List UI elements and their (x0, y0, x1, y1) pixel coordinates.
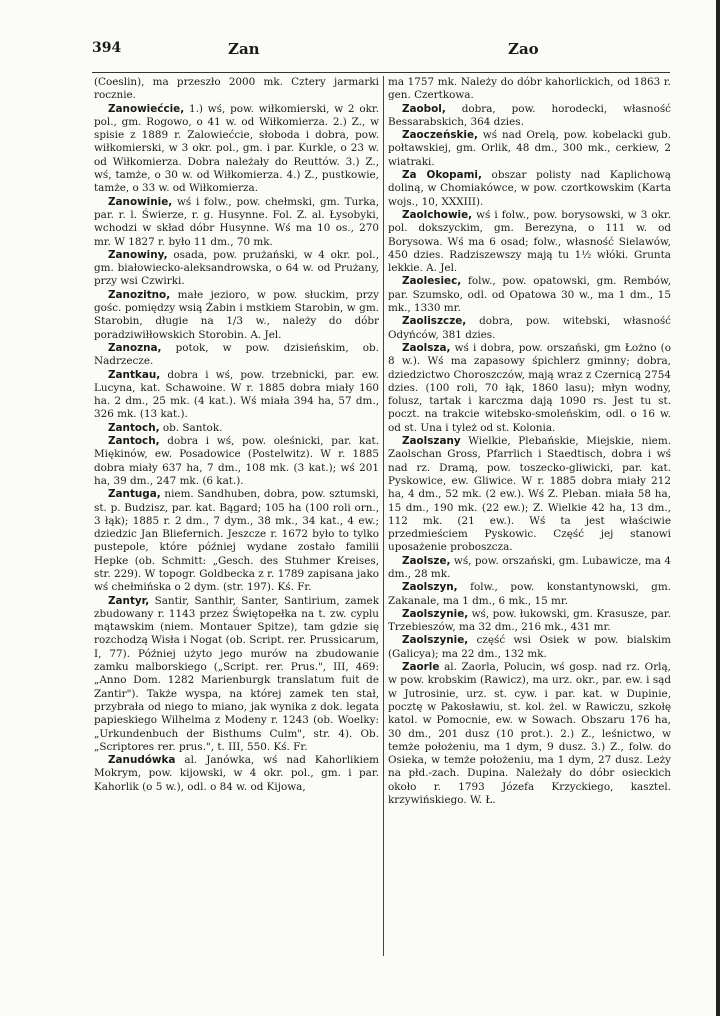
entry-headword: Zanowiećcie, (108, 102, 185, 115)
entry-headword: Zantoch, (108, 421, 160, 434)
entry-text: al. Zaorla, Polucin, wś gosp. nad rz. Orlą, w pow. krobskim (Rawicz), ma urz. okr., par. ew. i sąd w Jutrosinie, urz. st. cyw. i par. kat. w Dupinie, pocztę w Pakosławiu, st. kol. żel. w Rawiczu, szkołę katol. w Pomocnie, ew. w Sowach. Obszaru 176 ha, 30 dm., 201 dusz (10 prot.). 2.) Z., leśnictwo, w temże położeniu, ma 1 dym, 9 dusz. 3.) Z., folw. do Osieka, w temże położeniu, ma 1 dym, 27 dusz. Leży na płd.-zach. Dupina. Należały do dóbr osieckich około r. 1793 Józefa Krzyckiego, kasztel. krzywińskiego. W. Ł. (388, 661, 671, 807)
entry-text: ob. Santok. (159, 421, 223, 434)
dictionary-entry (388, 555, 671, 582)
entry-headword: Zantyr, (108, 594, 150, 607)
entry-headword: Zaolszany (402, 435, 461, 448)
entry-text: wś nad Orelą, pow. kobelacki gub. połtawskiej, gm. Orlik, 48 dm., 300 mk., cerkiew, 2 wiatraki. (388, 129, 671, 168)
dictionary-entry (94, 595, 379, 755)
dictionary-entry (388, 129, 671, 169)
entry-headword: Zantoch, (108, 435, 160, 448)
dictionary-entry (94, 369, 379, 422)
column-divider (383, 76, 384, 956)
entry-text: ma 1757 mk. Należy do dóbr kahorlickich, od 1863 r. gen. Czertkowa. (388, 76, 671, 102)
entry-text: dobra i wś, pow. trzebnicki, par. ew. Lucyna, kat. Schawoine. W r. 1885 dobra miały 160 ha. 2 dm., 25 mk. (4 kat.). Wś miała 394 ha, 57 dm., 326 mk. (13 kat.). (94, 368, 379, 421)
entry-headword: Zaobol, (402, 102, 446, 115)
dictionary-entry (94, 289, 379, 342)
dictionary-entry (388, 435, 671, 555)
entry-text: dobra i wś, pow. oleśnicki, par. kat. Miękinów, ew. Posadowice (Postelwitz). W r. 1885 dobra miały 637 ha, 7 dm., 108 mk. (3 kat.); wś 201 ha, 39 dm., 247 mk. (6 kat.). (94, 435, 379, 487)
right-column (388, 76, 671, 966)
dictionary-entry (94, 488, 379, 594)
entry-text: (Coeslin), ma przeszło 2000 mk. Cztery jarmarki rocznie. (94, 76, 379, 102)
entry-text: osada, pow. prużański, w 4 okr. pol., gm. białowiecko-aleksandrowska, o 64 w. od Prużany, przy wsi Czwirki. (94, 248, 379, 288)
entry-text: al. Janówka, wś nad Kahorlikiem Mokrym, pow. kijowski, w 4 okr. pol., gm. i par. Kahorlik (o 5 w.), odl. o 84 w. od Kijowa, (94, 754, 379, 793)
dictionary-entry (94, 342, 379, 369)
entry-text: 1.) wś, pow. wiłkomierski, w 2 okr. pol., gm. Rogowo, o 41 w. od Wiłkomierza. 2.) Z., w spisie z 1889 r. Zalowiećcie, słoboda i dobra, pow. wiłkomierski, w 3 okr. pol., gm. i par. Kurkle, o 23 w. od Wiłkomierza. Dobra należały do Reuttów. 3.) Z., wś, tamże, o 30 w. od Wiłkomierza. 4.) Z., pustkowie, tamże, o 33 w. od Wiłkomierza. (94, 102, 379, 195)
entry-text: folw., pow. konstantynowski, gm. Zakanale, ma 1 dm., 6 mk., 15 mr. (388, 581, 671, 607)
entry-headword: Zanowiny, (108, 248, 168, 261)
dictionary-entry (388, 581, 671, 608)
entry-headword: Zaolsza, (402, 341, 451, 354)
entry-text: Santir, Santhir, Santer, Santirium, zamek zbudowany r. 1143 przez Świętopełka na t. zw. cyplu mątawskim (niem. Montauer Spitze), tam gdzie się rozchodzą Wisła i Nogat (ob. Script. rer. Prussicarum, I, 77). Później użyto jego murów na zbudowanie zamku malborskiego („Script. rer. Prus.", III, 469: „Anno Dom. 1282 Marienburgk translatum fuit de Zantir"). Także wyspa, na której zamek ten stał, przybrała od niego to miano, jak wynika z dok. legata papieskiego Wilhelma z Modeny r. 1243 (ob. Woelky: „Urkundenbuch der Bisthums Culm", str. 4). Ob. „Scriptores rer. prus.", t. III, 550. Kś. Fr. (94, 594, 379, 753)
entry-text: potok, w pow. dzisieńskim, ob. Nadrzecze. (94, 341, 379, 368)
entry-text: dobra, pow. witebski, własność Odyńców, 381 dzies. (388, 315, 671, 341)
entry-headword: Zanozna, (108, 341, 162, 354)
running-head-right: Zao (508, 40, 539, 58)
entry-headword: Zaorle (402, 661, 440, 674)
dictionary-entry (388, 315, 671, 342)
entry-headword: Zanowinie, (108, 195, 173, 208)
entry-headword: Zaolszyn, (402, 581, 458, 594)
page-header (0, 40, 720, 62)
dictionary-entry (94, 249, 379, 289)
entry-headword: Zantkau, (108, 368, 161, 381)
dictionary-entry (388, 634, 671, 661)
entry-text: obszar polisty nad Kaplichową doliną, w Chomiakówce, w pow. czortkowskim (Karta wojs., 10, XXXIII). (388, 169, 671, 208)
entry-text: wś i folw., pow. chełmski, gm. Turka, par. r. l. Świerze, r. g. Husynne. Fol. Z. al. Łysobyki, wchodzi w skład dóbr Husynne. Wś ma 10 os., 270 mr. W 1827 r. było 11 dm., 70 mk. (94, 195, 379, 248)
entry-headword: Zanozitno, (108, 288, 171, 301)
dictionary-entry (388, 342, 671, 435)
entry-headword: Zaoczeńskie, (402, 129, 478, 142)
dictionary-entry (388, 209, 671, 275)
entry-headword: Zaolszynie, (402, 634, 469, 647)
entry-text: niem. Sandhuben, dobra, pow. sztumski, st. p. Budzisz, par. kat. Bągard; 105 ha (100 roli orn., 3 łąk); 1885 r. 2 dm., 7 dym., 38 mk., 34 kat., 4 ew.; dziedzic Jan Bliefernich. Jeszcze r. 1672 było to tylko pustepole, które później wydane zostało familii Hepke (ob. Schmitt: „Gesch. des Stuhmer Kreises, str. 229). W topogr. Goldbecka z r. 1789 zapisana jako wś chełmińska o 2 dym. (str. 197). Kś. Fr. (94, 488, 379, 594)
dictionary-entry (94, 422, 379, 435)
dictionary-entry (94, 196, 379, 249)
dictionary-entry (388, 275, 671, 315)
entry-text: wś, pow. orszański, gm. Lubawicze, ma 4 dm., 28 mk. (388, 554, 671, 580)
dictionary-entry (94, 754, 379, 794)
left-column (94, 76, 379, 966)
running-head-left: Zan (228, 40, 260, 58)
dictionary-entry (388, 661, 671, 807)
header-rule (92, 72, 670, 73)
entry-text: Wielkie, Plebańskie, Miejskie, niem. Zaolschan Gross, Pfarrlich i Staedtisch, dobra i wś nad rz. Dramą, pow. toszecko-gliwicki, par. kat. Pyskowice, ew. Gliwice. W r. 1885 dobra miały 212 ha, 4 dm., 52 mk. (2 ew.). Wś Z. Pleban. miała 58 ha, 15 dm., 190 mk. (22 ew.); Z. Wielkie 42 ha, 13 dm., 112 mk. (21 ew.). Wś ta jest właściwie przedmieściem Pyskowic. Część jej stanowi uposażenie proboszcza. (388, 435, 671, 554)
entry-headword: Zaoliszcze, (402, 315, 467, 328)
entry-text: wś i dobra, pow. orszański, gm Łożno (o 8 w.). Wś ma zapasowy śpichlerz gminny; dobra, dziedzictwo Choroszczów, mają wraz z Czernicą 2754 dzies. (100 roli, 70 łąk, 1860 lasu); młyn wodny, folusz, tartak i karczma dają 1090 rs. Jest tu st. poczt. na trakcie witebsko-smoleńskim, odl. o 16 w. od st. Una i tyleż od st. Kolonia. (388, 341, 671, 434)
entry-text: wś, pow. łukowski, gm. Krasusze, par. Trzebieszów, ma 32 dm., 216 mk., 431 mr. (388, 607, 671, 634)
dictionary-entry (94, 435, 379, 488)
entry-headword: Zanudówka (108, 754, 176, 767)
page-number: 394 (92, 40, 122, 56)
entry-text: część wsi Osiek w pow. bialskim (Galicya); ma 22 dm., 132 mk. (388, 634, 671, 660)
dictionary-entry (388, 608, 671, 635)
entry-text: małe jezioro, w pow. słuckim, przy gośc. pomiędzy wsią Żabin i mstkiem Starobin, w gm. Starobin, długie na 1/3 w., należy do dóbr poradziwiłłowskich Storobin. A. Jel. (94, 288, 379, 341)
entry-headword: Zaolszynie, (402, 607, 469, 620)
entry-headword: Zantuga, (108, 488, 161, 501)
entry-text: folw., pow. opatowski, gm. Rembów, par. Szumsko, odl. od Opatowa 30 w., ma 1 dm., 15 mk., 1330 mr. (388, 275, 671, 315)
entry-headword: Zaolchowie, (402, 208, 473, 221)
dictionary-entry (94, 103, 379, 196)
scan-edge (716, 0, 720, 1016)
dictionary-entry (388, 103, 671, 130)
entry-text: dobra, pow. horodecki, własność Bessarabskich, 364 dzies. (388, 102, 671, 128)
entry-headword: Zaolesiec, (402, 275, 462, 288)
dictionary-entry (94, 76, 379, 103)
entry-headword: Za Okopami, (402, 169, 482, 182)
dictionary-entry (388, 76, 671, 103)
dictionary-entry (388, 169, 671, 209)
entry-text: wś i folw., pow. borysowski, w 3 okr. pol. dokszyckim, gm. Berezyna, o 111 w. od Borysowa. Wś ma 6 osad; folw., własność Sielawów, 450 dzies. Radziszewszy mają tu 1½ włóki. Grunta lekkie. A. Jel. (388, 208, 671, 275)
entry-headword: Zaolsze, (402, 554, 451, 567)
